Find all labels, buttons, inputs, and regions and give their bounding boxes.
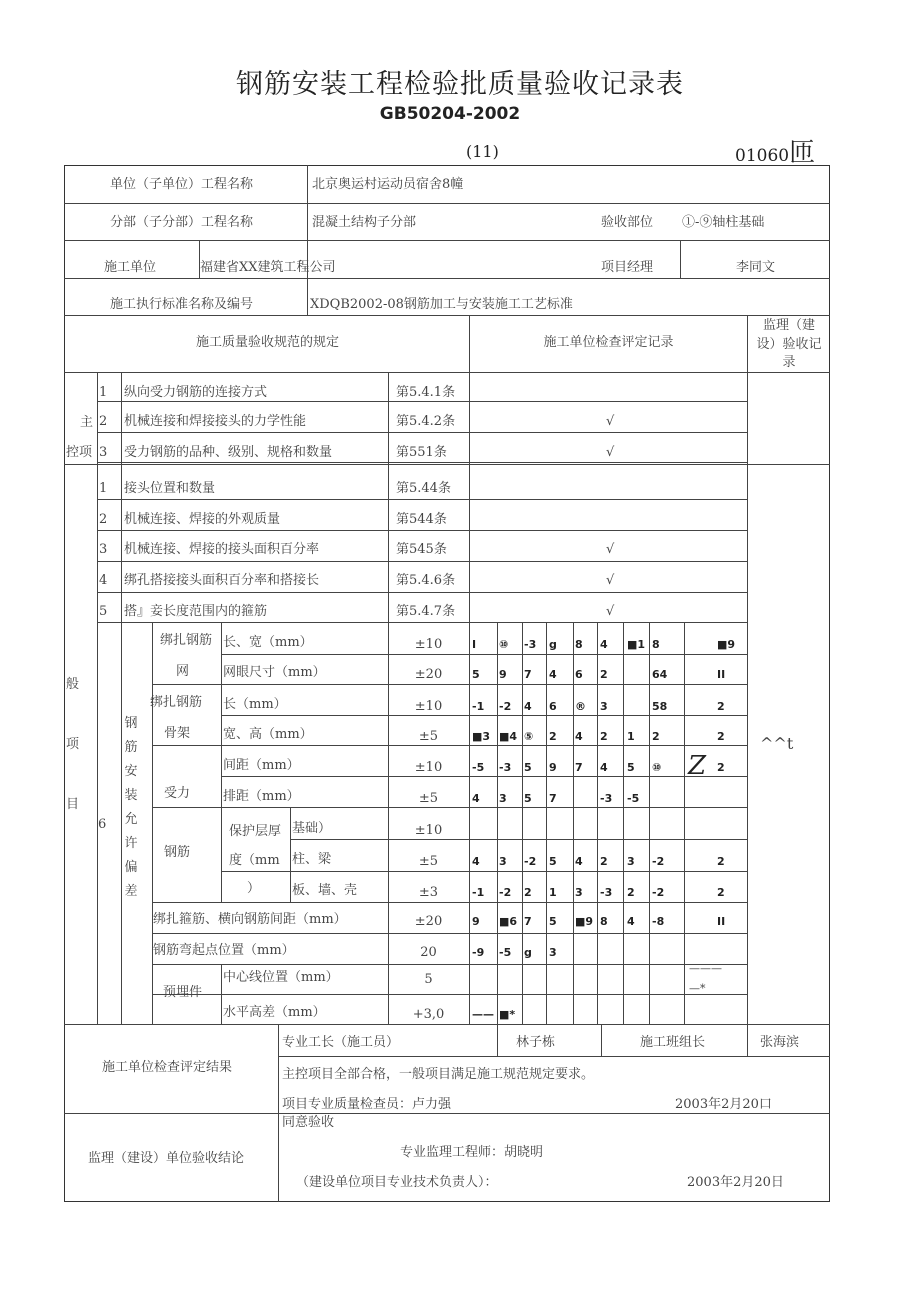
measured-value: 2 (524, 886, 532, 899)
measured-value: 2 (600, 668, 608, 681)
measured-value: 2 (717, 855, 725, 868)
measured-value: 4 (575, 855, 583, 868)
mesh-label-2: 网 (176, 664, 190, 679)
exec-std-value: XDQB2002-08钢筋加工与安装施工工艺标准 (310, 297, 573, 312)
embed-dash-1: ——— (689, 962, 722, 975)
record-subcolumn (597, 622, 598, 1024)
tolerance-item: 网眼尺寸（mm） (223, 665, 326, 680)
measured-value: -5 (627, 792, 640, 805)
accept-part-value: ①-⑨轴柱基础 (682, 215, 765, 230)
measured-value: 5 (524, 792, 532, 805)
tolerance-vertical-label (123, 712, 139, 904)
pm-label: 项目经理 (601, 260, 654, 275)
record-heading: 施工单位检查评定记录 (543, 335, 674, 350)
unit-value: 北京奥运村运动员宿舍8幢 (312, 177, 464, 192)
item-clause: 第5.4.7条 (396, 604, 456, 619)
tolerance-item: 基础） (292, 821, 332, 836)
measured-value: ® (575, 700, 586, 713)
measured-value: 2 (600, 855, 608, 868)
main-bar-label-1: 受力 (164, 786, 191, 801)
item-clause: 第5.4.6条 (396, 573, 456, 588)
measured-value: -3 (600, 792, 613, 805)
grid-line (278, 1024, 279, 1202)
measured-value: -3 (600, 886, 613, 899)
measured-value: 3 (499, 792, 507, 805)
measured-value: 5 (524, 761, 532, 774)
measured-value: -2 (524, 855, 537, 868)
vertical-label-char: 允 (124, 812, 138, 828)
owner-representative: （建设单位项目专业技术负责人）： (296, 1175, 498, 1190)
vertical-label-char: 筋 (124, 740, 138, 756)
supervision-conclusion: 同意验收 (282, 1115, 335, 1130)
item-result: √ (606, 414, 615, 429)
row-rule (97, 499, 747, 500)
unit-label: 单位（子单位）工程名称 (110, 177, 254, 192)
row6-number: 6 (98, 817, 107, 832)
item-clause: 第5.44条 (396, 481, 451, 496)
form-number: (11) (466, 142, 499, 161)
measured-value: 1 (627, 730, 635, 743)
measured-value: 2 (717, 730, 725, 743)
grid-line (221, 964, 222, 1024)
tolerance-value: ±5 (418, 791, 439, 806)
measured-value: g (524, 946, 532, 959)
grid-line (680, 240, 681, 278)
row-rule (221, 871, 747, 872)
cover-label-3: ） (247, 881, 261, 896)
row-rule (97, 530, 747, 531)
item-name: 纵向受力钢筋的连接方式 (124, 385, 268, 400)
row-rule (221, 654, 747, 655)
item-name: 接头位置和数量 (124, 481, 216, 496)
grid-line (747, 315, 748, 1024)
measured-value: 3 (499, 855, 507, 868)
spec-heading: 施工质量验收规范的规定 (195, 335, 339, 350)
tolerance-value: ±3 (418, 885, 439, 900)
row-rule (152, 994, 747, 995)
record-subcolumn (649, 622, 650, 1024)
row-rule (152, 745, 747, 746)
tolerance-value: ±10 (414, 760, 443, 775)
tolerance-item: 板、墙、壳 (292, 883, 358, 898)
general-items-label-3: 目 (66, 797, 80, 812)
row-rule (64, 315, 830, 316)
tolerance-value: ±20 (414, 667, 443, 682)
measured-value: 5 (549, 855, 557, 868)
measured-value: 2 (627, 886, 635, 899)
vertical-label-char: 许 (124, 836, 138, 852)
main-items-label-2: 控项 (66, 445, 93, 460)
row-rule (221, 776, 747, 777)
measured-value: -3 (499, 761, 512, 774)
measured-value: 7 (549, 792, 557, 805)
measured-value: 9 (499, 668, 507, 681)
contractor-conclusion: 主控项目全部合格，一般项目满足施工规范规定要求。 (282, 1067, 595, 1082)
item-name: 机械连接、焊接的外观质量 (124, 512, 281, 527)
form-code-prefix: 01060 (735, 146, 790, 166)
measured-value: 2 (600, 730, 608, 743)
grid-line (121, 372, 122, 622)
row-rule (64, 1113, 830, 1114)
skeleton-label-2: 骨架 (164, 726, 191, 741)
measured-value: 4 (549, 668, 557, 681)
grid-line (221, 622, 222, 902)
record-subcolumn (573, 622, 574, 1024)
measured-value: 8 (600, 915, 608, 928)
measured-value: 9 (472, 915, 480, 928)
measured-value: 4 (627, 915, 635, 928)
cover-label-1: 保护层厚 (229, 824, 282, 839)
sub-label: 分部（子分部）工程名称 (110, 215, 254, 230)
form-code-suffix: 匝 (789, 138, 816, 168)
measured-value: 2 (717, 761, 725, 774)
tolerance-value: ±5 (418, 854, 439, 869)
measured-value: -5 (499, 946, 512, 959)
supervision-mark: ^^t (760, 734, 794, 753)
grid-line (601, 1024, 602, 1056)
measured-value: ■6 (499, 915, 518, 928)
contractor-label: 施工单位 (104, 260, 157, 275)
team-leader-value: 张海滨 (760, 1035, 800, 1050)
measured-value: g (549, 638, 557, 651)
contractor-date: 2003年2月20口 (675, 1097, 772, 1112)
row-rule (64, 1024, 830, 1025)
item-number: 5 (99, 604, 108, 619)
standard-code: GB50204-2002 (379, 104, 521, 124)
row-rule (64, 372, 830, 373)
grid-line (388, 372, 389, 622)
row-rule (290, 839, 747, 840)
item-clause: 第544条 (396, 512, 447, 527)
item-result: √ (606, 604, 615, 619)
general-items-label-1: 般 (66, 677, 80, 692)
item-clause: 第545条 (396, 542, 447, 557)
pm-value: 李同文 (736, 260, 776, 275)
row-rule (152, 807, 747, 808)
contractor-value: 福建省XX建筑工程公司 (200, 260, 336, 275)
grid-line (290, 807, 291, 902)
vertical-label-char: 安 (124, 764, 138, 780)
grid-line (152, 622, 153, 1024)
sub-value: 混凝土结构子分部 (312, 215, 417, 230)
embed-label: 预埋件 (163, 985, 203, 1000)
measured-value: II (717, 668, 726, 681)
measured-value: 7 (575, 761, 583, 774)
tolerance-item: 排距（mm） (223, 789, 300, 804)
measured-value: -8 (652, 915, 665, 928)
tolerance-value: ±5 (418, 729, 439, 744)
tolerance-item: 长（mm） (223, 697, 287, 712)
tolerance-item: 柱、梁 (292, 852, 332, 867)
measured-value: 7 (524, 668, 532, 681)
item-name: 机械连接和焊接接头的力学性能 (124, 414, 307, 429)
item-clause: 第5.4.1条 (396, 385, 456, 400)
measured-value: 1 (549, 886, 557, 899)
general-items-label-2: 项 (66, 737, 80, 752)
skeleton-label-1: 绑扎钢筋 (150, 695, 203, 710)
measured-value: 5 (627, 761, 635, 774)
item-clause: 第5.4.2条 (396, 414, 456, 429)
measured-value: ■3 (472, 730, 491, 743)
main-items-label-1: 主 (80, 415, 94, 430)
vertical-label-char: 钢 (124, 716, 138, 731)
row-rule (152, 902, 747, 903)
tolerance-value: ±10 (414, 637, 443, 652)
item-number: 3 (99, 445, 108, 460)
item-number: 4 (99, 573, 108, 588)
supervision-heading-1: 监理（建 (762, 318, 815, 333)
row-rule (278, 1056, 830, 1057)
item-result: √ (606, 445, 615, 460)
tolerance-value: ±20 (414, 914, 443, 929)
tolerance-item: 水平高差（mm） (223, 1005, 326, 1020)
tolerance-item: 钢筋弯起点位置（mm） (153, 943, 295, 958)
item-number: 1 (99, 385, 108, 400)
tolerance-value: +3,0 (412, 1007, 445, 1022)
row-rule (97, 462, 747, 463)
tolerance-value: ±10 (414, 823, 443, 838)
grid-line (307, 165, 308, 315)
grid-line (388, 622, 389, 1024)
tolerance-value: 5 (424, 972, 433, 987)
record-subcolumn (546, 622, 547, 1024)
embed-dash-2: —* (689, 982, 706, 995)
measured-value: -2 (499, 886, 512, 899)
measured-value: 4 (472, 792, 480, 805)
supervision-heading-3: 录 (782, 355, 796, 370)
measured-value: —— (472, 1008, 494, 1021)
cover-label-2: 度（mm (229, 853, 280, 868)
measured-value: -1 (472, 700, 485, 713)
measured-value: ■1 (627, 638, 646, 651)
measured-value: 4 (600, 638, 608, 651)
supervision-result-label: 监理（建设）单位验收结论 (88, 1151, 245, 1166)
measured-value: 8 (575, 638, 583, 651)
item-clause: 第551条 (396, 445, 447, 460)
tolerance-value: ±10 (414, 699, 443, 714)
measured-value: 2 (549, 730, 557, 743)
row-rule (64, 240, 830, 241)
row-rule (64, 464, 830, 465)
measured-value: -3 (524, 638, 537, 651)
measured-value: 3 (549, 946, 557, 959)
measured-value: -2 (652, 855, 665, 868)
item-name: 搭』妾长度范围内的箍筋 (124, 604, 268, 619)
measured-value: ⑤ (524, 730, 534, 743)
team-leader-label: 施工班组长 (640, 1035, 706, 1050)
supervision-date: 2003年2月20日 (687, 1175, 784, 1190)
measured-value: 64 (652, 668, 668, 681)
item-number: 2 (99, 414, 108, 429)
supervision-heading-2: 设）验收记 (756, 337, 822, 352)
row-rule (152, 964, 747, 965)
measured-value: 4 (600, 761, 608, 774)
form-code (735, 132, 815, 169)
measured-value: 9 (549, 761, 557, 774)
measured-value: II (717, 915, 726, 928)
measured-value: 2 (717, 700, 725, 713)
exec-std-label: 施工执行标准名称及编号 (110, 297, 254, 312)
row-rule (64, 203, 830, 204)
measured-value: 5 (472, 668, 480, 681)
contractor-result-label: 施工单位检查评定结果 (102, 1060, 233, 1075)
row-rule (152, 684, 747, 685)
measured-value: 7 (524, 915, 532, 928)
row-rule (97, 432, 747, 433)
record-subcolumn (497, 622, 498, 1024)
tolerance-item: 宽、高（mm） (223, 727, 313, 742)
grid-line (121, 622, 122, 1024)
record-subcolumn (684, 622, 685, 1024)
item-number: 1 (99, 481, 108, 496)
measured-value: 2 (652, 730, 660, 743)
grid-line (469, 315, 470, 1024)
row-rule (97, 561, 747, 562)
page-title: 钢筋安装工程检验批质量验收记录表 (236, 69, 684, 100)
measured-value: I (472, 638, 477, 651)
record-subcolumn (623, 622, 624, 1024)
measured-value: ⑩ (652, 761, 662, 774)
measured-value: 6 (575, 668, 583, 681)
measured-value: ⑩ (499, 638, 509, 651)
measured-value: ■4 (499, 730, 518, 743)
accept-part-label: 验收部位 (601, 215, 654, 230)
grid-line (497, 1024, 498, 1056)
mesh-label-1: 绑扎钢筋 (160, 633, 213, 648)
vertical-label-char: 装 (124, 788, 138, 804)
measured-value: 5 (549, 915, 557, 928)
supervision-engineer: 专业监理工程师：胡晓明 (400, 1145, 544, 1160)
item-number: 3 (99, 542, 108, 557)
measured-value: 3 (600, 700, 608, 713)
foreman-label: 专业工长（施工员） (282, 1035, 400, 1050)
item-result: √ (606, 573, 615, 588)
record-subcolumn (522, 622, 523, 1024)
measured-value: 4 (575, 730, 583, 743)
main-bar-label-2: 钢筋 (164, 845, 191, 860)
measured-value: ■* (499, 1008, 516, 1021)
row-rule (97, 401, 747, 402)
measured-value: ■9 (575, 915, 594, 928)
measured-value: 3 (575, 886, 583, 899)
measured-value: ■9 (717, 638, 736, 651)
measured-value: 4 (524, 700, 532, 713)
row-rule (64, 278, 830, 279)
measured-value: Z (688, 751, 707, 781)
measured-value: -1 (472, 886, 485, 899)
tolerance-item: 中心线位置（mm） (223, 970, 339, 985)
measured-value: 8 (652, 638, 660, 651)
tolerance-item: 长、宽（mm） (223, 635, 313, 650)
measured-value: -2 (499, 700, 512, 713)
measured-value: 3 (627, 855, 635, 868)
measured-value: -5 (472, 761, 485, 774)
measured-value: -9 (472, 946, 485, 959)
vertical-label-char: 差 (124, 884, 138, 900)
grid-line (747, 1024, 748, 1056)
measured-value: 2 (717, 886, 725, 899)
item-number: 2 (99, 512, 108, 527)
vertical-label-char: 偏 (124, 860, 138, 876)
item-name: 绑孔搭接接头面积百分率和搭接长 (124, 573, 320, 588)
foreman-value: 林子栋 (516, 1035, 556, 1050)
row-rule (97, 592, 747, 593)
grid-line (97, 372, 98, 1024)
measured-value: 4 (472, 855, 480, 868)
measured-value: 6 (549, 700, 557, 713)
measured-value: -2 (652, 886, 665, 899)
tolerance-item: 绑扎箍筋、横向钢筋间距（mm） (153, 912, 347, 927)
item-name: 受力钢筋的品种、级别、规格和数量 (124, 445, 333, 460)
item-name: 机械连接、焊接的接头面积百分率 (124, 542, 320, 557)
item-result: √ (606, 542, 615, 557)
row-rule (152, 933, 747, 934)
tolerance-value: 20 (420, 945, 437, 960)
row-rule (221, 715, 747, 716)
tolerance-item: 间距（mm） (223, 758, 300, 773)
quality-inspector: 项目专业质量检查员：卢力强 (282, 1097, 452, 1112)
measured-value: 58 (652, 700, 668, 713)
